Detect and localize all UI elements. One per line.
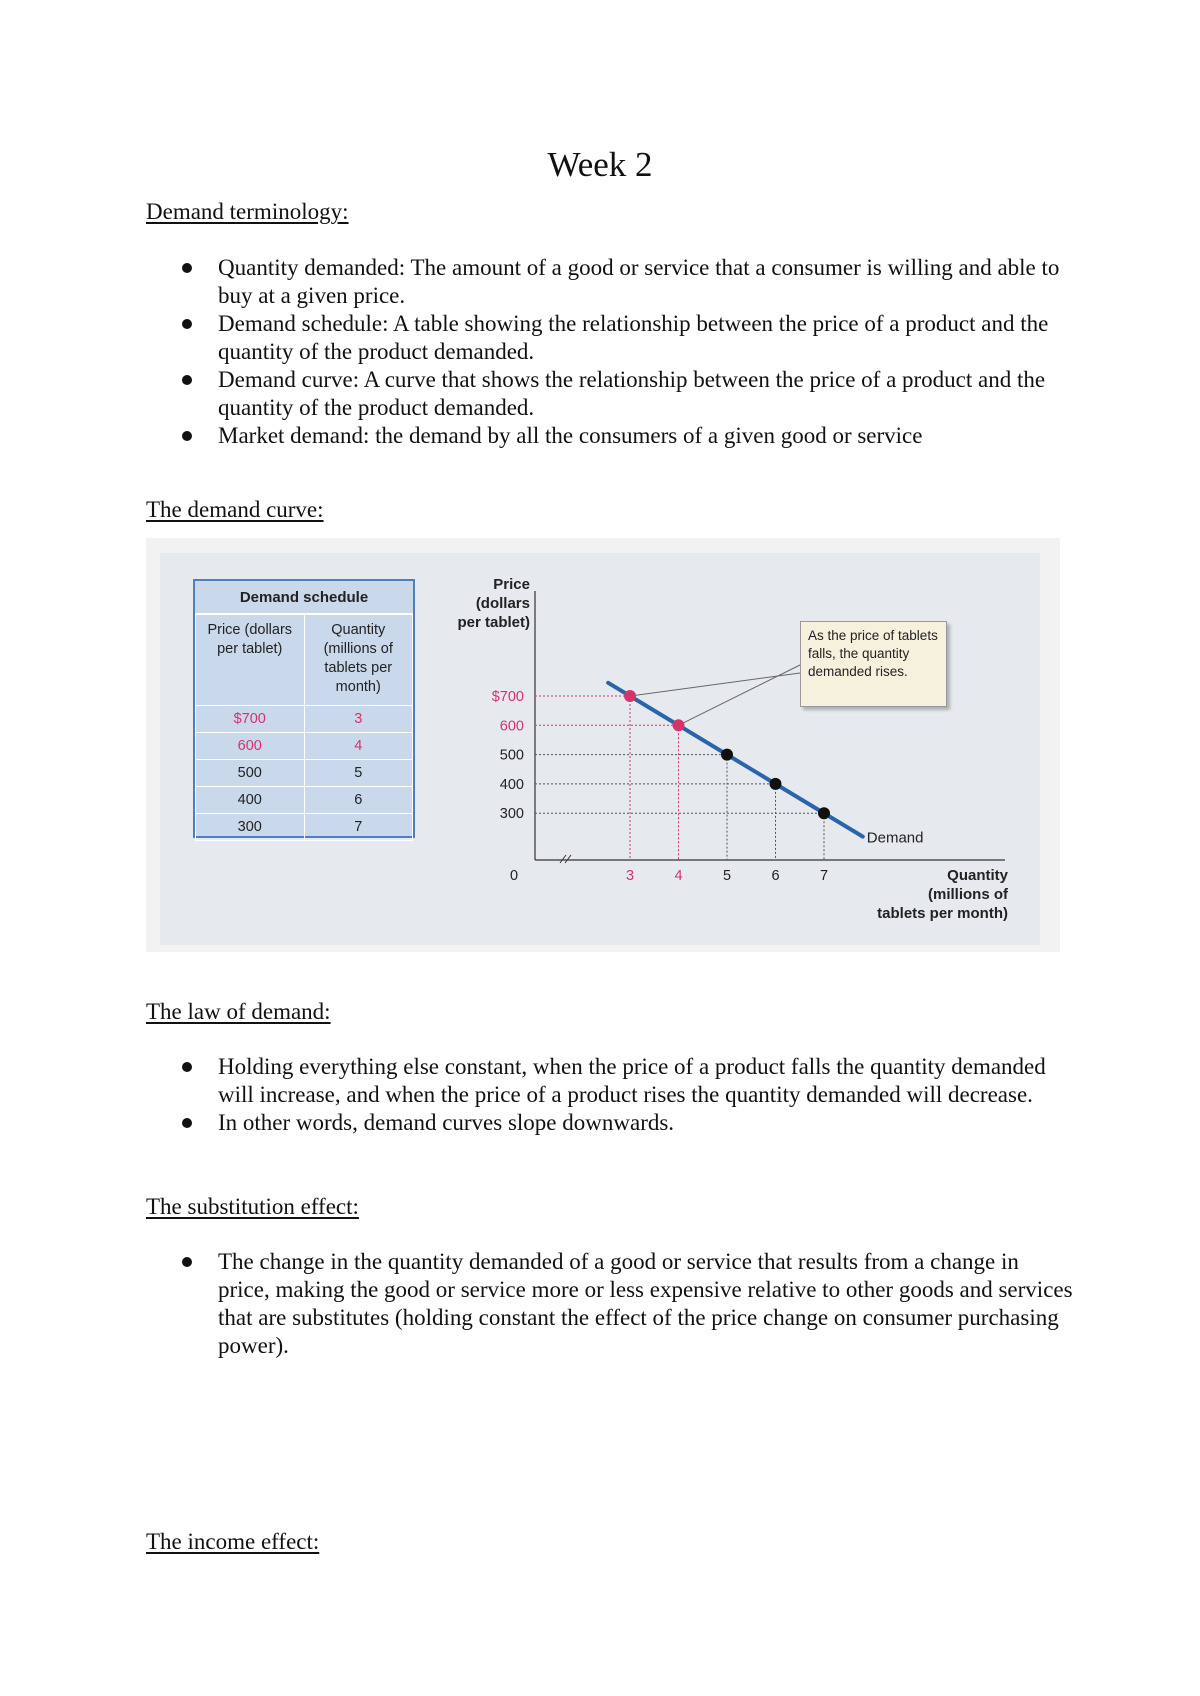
data-point <box>818 807 830 819</box>
heading-law-of-demand: The law of demand: <box>146 999 331 1024</box>
table-cell: 400 <box>196 787 305 814</box>
x-axis-title: (millions of <box>928 886 1008 903</box>
table-cell: 4 <box>304 733 413 760</box>
y-axis-title: per tablet) <box>457 614 530 631</box>
list-item: Demand schedule: A table showing the relationship between the price of a product and the quantity of the product demanded. <box>146 310 1076 366</box>
page-title: Week 2 <box>547 145 653 184</box>
series-label: Demand <box>866 829 924 847</box>
origin-label: 0 <box>509 868 519 884</box>
list-item: The change in the quantity demanded of a good or service that results from a change in price, making the good or service more or less expensive relative to other goods and services that are substitutes (holding constant the effect of the price change on consumer purchasing power). <box>146 1248 1076 1360</box>
x-tick-label: 5 <box>722 868 732 884</box>
schedule-header-price: Price (dollars per tablet) <box>196 615 305 706</box>
demand-figure <box>146 538 1060 952</box>
heading-substitution-effect: The substitution effect: <box>146 1194 359 1219</box>
table-cell: 6 <box>304 787 413 814</box>
table-cell: 600 <box>196 733 305 760</box>
heading-demand-curve: The demand curve: <box>146 497 324 522</box>
data-point <box>624 690 636 702</box>
axis-break-mark <box>565 855 571 863</box>
figure-panel <box>160 553 1040 945</box>
y-tick-label: 500 <box>499 747 524 764</box>
table-cell: 5 <box>304 760 413 787</box>
table-cell: 500 <box>196 760 305 787</box>
y-tick-label: 600 <box>499 718 524 735</box>
x-tick-label: 6 <box>771 868 780 884</box>
x-tick-label: 4 <box>674 868 683 884</box>
table-cell: 300 <box>196 814 305 841</box>
data-point <box>721 749 733 761</box>
callout-pointer <box>630 673 800 696</box>
x-tick-label: 7 <box>819 868 829 884</box>
x-tick-label: 3 <box>625 868 635 884</box>
y-tick-label: 400 <box>499 776 524 793</box>
y-axis-title: Price <box>493 576 530 593</box>
x-axis-title: Quantity <box>947 867 1008 884</box>
law-list <box>146 1053 1076 1137</box>
list-item: Market demand: the demand by all the consumers of a given good or service <box>146 422 1076 450</box>
table-cell: $700 <box>196 706 305 733</box>
chart-callout: As the price of tablets falls, the quantity demanded rises. <box>800 621 947 707</box>
data-point <box>770 778 782 790</box>
terminology-list <box>146 254 1076 450</box>
y-tick-label: $700 <box>491 689 524 705</box>
list-item: Holding everything else constant, when the price of a product falls the quantity demanded will increase, and when the price of a product rises the quantity demanded will decrease. <box>146 1053 1076 1109</box>
schedule-title: Demand schedule <box>195 581 413 614</box>
demand-curve-chart <box>160 553 1040 945</box>
list-item: Demand curve: A curve that shows the relationship between the price of a product and the quantity of the product demanded. <box>146 366 1076 422</box>
data-point <box>673 719 685 731</box>
axis-break-mark <box>560 855 566 863</box>
table-cell: 3 <box>304 706 413 733</box>
callout-pointer <box>679 665 801 725</box>
heading-income-effect: The income effect: <box>146 1529 320 1554</box>
y-axis-title: (dollars <box>475 595 530 612</box>
heading-demand-terminology: Demand terminology: <box>146 199 349 224</box>
y-tick-label: 300 <box>499 806 524 823</box>
schedule-header-quantity: Quantity (millions of tablets per month) <box>304 615 413 706</box>
list-item: In other words, demand curves slope downwards. <box>146 1109 1076 1137</box>
substitution-list <box>146 1248 1076 1360</box>
x-axis-title: tablets per month) <box>877 905 1008 922</box>
table-cell: 7 <box>304 814 413 841</box>
list-item: Quantity demanded: The amount of a good or service that a consumer is willing and able to buy at a given price. <box>146 254 1076 310</box>
